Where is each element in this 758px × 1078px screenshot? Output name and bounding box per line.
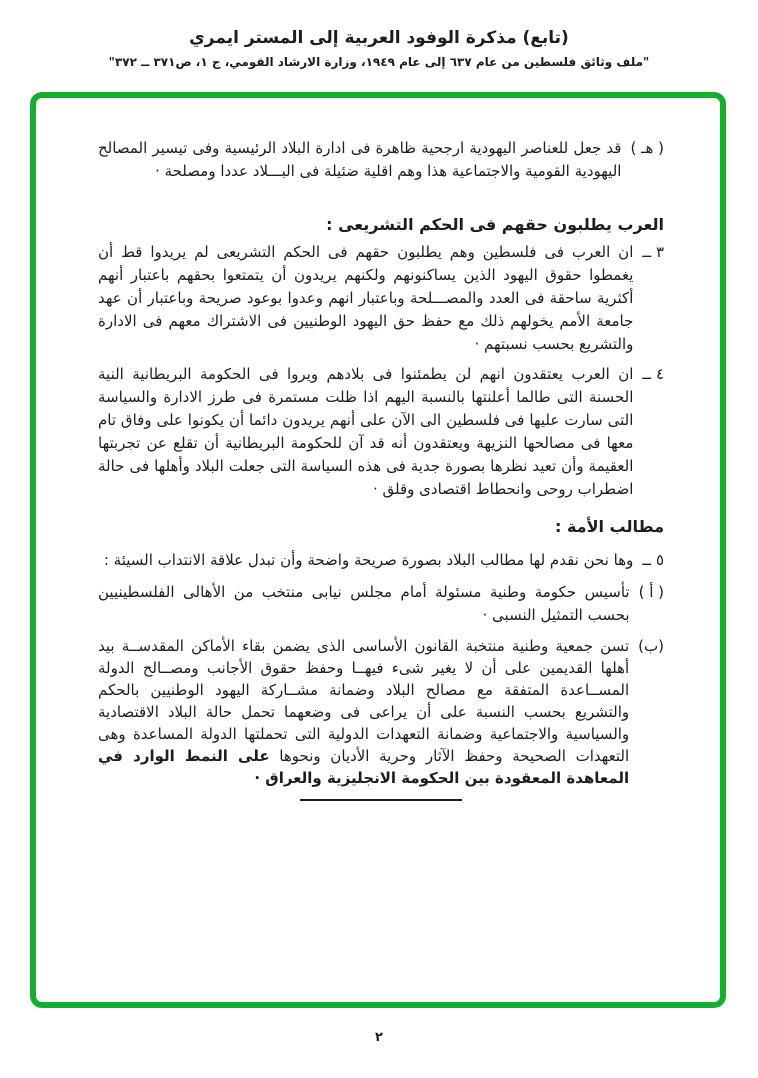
page-number: ٢ bbox=[375, 1030, 383, 1045]
numbered-item-4 bbox=[98, 363, 664, 501]
lettered-item-a bbox=[98, 581, 664, 627]
paragraph-h bbox=[98, 137, 664, 183]
numbered-item-3 bbox=[98, 241, 664, 356]
item-3-text: ان العرب فى فلسطين وهم يطلبون حقهم فى الحكم التشريعى لم يريدوا قط أن يغمطوا حقوق اليهود الذين يساكنونهم ولكنهم يريدون أن يتمتعوا بحقهم باعتبار أنهم أكثرية ساحقة فى العدد والمصـــلحة وباعتبار انهم وعدوا بوعود صريحة وباعتبار أن عهد جامعة الأمم يخولهم ذلك مع حفظ حق اليهود الوطنيين فى الاشتراك معهم فى الادارة والتشريع بحسب نسبتهم · bbox=[98, 243, 634, 353]
green-border-frame bbox=[30, 92, 726, 1008]
item-a-text bbox=[98, 581, 630, 627]
document-body bbox=[36, 98, 720, 1002]
item-b-text bbox=[98, 635, 629, 789]
document-title: (تابع) مذكرة الوفود العربية إلى المستر ايمري bbox=[189, 28, 569, 48]
item-b-bold-tail: على النمط الوارد في المعاهدة المعقودة بين الحكومة الانجليزية والعراق · bbox=[98, 747, 630, 787]
section-heading-nation-demands: مطالب الأمة : bbox=[555, 517, 664, 536]
item-4-marker: ٤ ــ bbox=[642, 365, 664, 383]
page-footer bbox=[0, 1030, 758, 1045]
lettered-item-b bbox=[98, 635, 664, 789]
item-b-marker: (ب) bbox=[638, 637, 664, 655]
section-heading-legislative-rights: العرب يطلبون حقهم فى الحكم التشريعى : bbox=[326, 215, 664, 234]
paragraph-h-marker: ( هـ ) bbox=[630, 139, 664, 157]
end-of-text-divider bbox=[300, 799, 462, 801]
item-3-marker: ٣ ــ bbox=[642, 243, 664, 261]
item-4-text: ان العرب يعتقدون انهم لن يطمئنوا فى بلادهم ويروا فى الحكومة البريطانية النية الحسنة التى طالما أعلنتها بالنسبة اليهم اذا ظلت مستمرة فى طرز الادارة والسياسة التى سارت عليها فى فلسطين الى الآن على أنهم يريدون دائما أن يكونوا على وفاق تام معها فى مصالحها النزيهة ويعتقدون أنه قد آن للحكومة البريطانية أن تقلع عن تجربتها العقيمة وأن تعيد نظرها بصورة جدية فى هذه السياسة التى جعلت البلاد وأهلها فى حالة اضطراب روحى وانحطاط اقتصادى وقلق · bbox=[98, 365, 634, 498]
paragraph-h-text: قد جعل للعناصر اليهودية ارجحية ظاهرة فى ادارة البلاد الرئيسية وفى تيسير المصالح اليهودية القومية والاجتماعية هذا وهم اقلية ضئيلة فى البـــلاد عددا ومصلحة · bbox=[98, 139, 622, 180]
item-a-body: تأسيس حكومة وطنية مسئولة أمام مجلس نيابى منتخب من الأهالى الفلسطينيين بحسب التمثيل النسبى · bbox=[98, 583, 630, 624]
item-5-text: وها نحن نقدم لها مطالب البلاد بصورة صريحة واضحة وأن تبدل علاقة الانتداب السيئة : bbox=[103, 551, 634, 569]
source-citation: "ملف وثائق فلسطين من عام ٦٣٧ إلى عام ١٩٤٩، وزارة الارشاد القومي، ج ١، ص٣٧١ ــ ٣٧٢" bbox=[108, 55, 650, 69]
item-5-marker: ٥ ــ bbox=[642, 551, 664, 569]
item-a-marker: ( أ ) bbox=[638, 583, 664, 601]
item-b-body: تسن جمعية وطنية منتخبة القانون الأساسى الذى يضمن بقاء الأماكن المقدســة بيد أهلها القديمين على أن لا يغير شىء فيهــا وحفظ حقوق الأجانب ومصــالح الدولة المســاعدة المتفقة مع مصالح البلاد وضمانة مشــاركة اليهود الوطنيين بالحكم والتشريع بحسب النسبة على أن يراعى فى وضعهما تحمل حالة البلاد الاقتصادية والسياسية والاجتماعية وضمانة التعهدات الدولية التى تحملتها الدولة المساعدة وهى التعهدات الصحيحة وحفظ الآثار وحرية الأديان ونحوها bbox=[98, 637, 630, 765]
numbered-item-5 bbox=[98, 549, 664, 572]
page-header bbox=[0, 28, 758, 69]
